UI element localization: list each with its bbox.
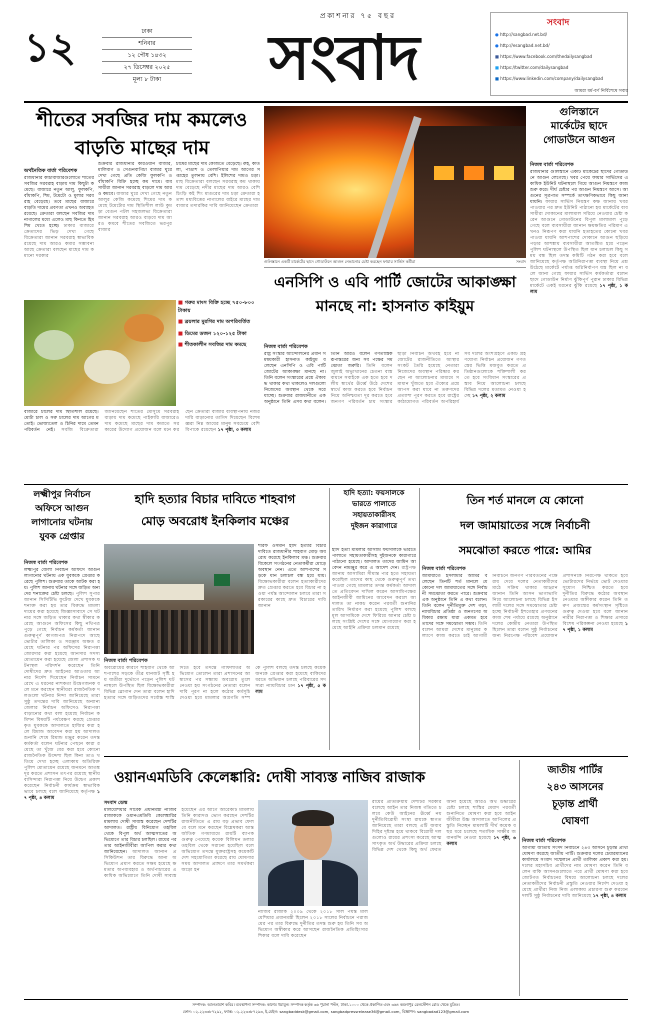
social-link-facebook[interactable] — [495, 51, 625, 62]
social-link-epaper-text: http://esangbad.net.bd/ — [500, 43, 550, 48]
jamaat-headline-line-3: সমঝোতা করতে পারে: আমির — [458, 544, 592, 557]
social-link-twitter[interactable] — [495, 62, 625, 73]
lead-bullet-4-text: শীতকালীন সবজির দাম কমছে — [184, 342, 247, 348]
social-link-web[interactable] — [495, 29, 625, 40]
dateline-box — [102, 26, 192, 86]
hadi-photo-side: শরিফ ওসমান হাদি হত্যার বিচার দাবিতে রাজধানীর শাহবাগ মোড় অবরোধ করেছে ইনকিলাব মঞ্চ। শুক্রবার বিকেলে সংগঠনের নেতাকর্মীরা মোড়ে অবস্থান নেন। এতে আশপাশের সড়কে যান চলাচল বন্ধ হয়ে যায়। বিক্ষোভকারীরা বলেন হত্যাকারীদের দ্রুত গ্রেপ্তার করতে হবে বিচার না হওয়া পর্যন্ত আন্দোলন চলবে তারা সরকারের কাছে দ্রুত বিচারের দাবি জানান — [258, 544, 326, 609]
jatiya-byline: নিজস্ব বার্তা পরিবেশক — [522, 838, 566, 844]
dateline-city: ঢাকা — [102, 26, 192, 38]
jamaat-body: জামায়াতে ইসলামীর আমির বলেছেন তিনটি শর্ত মানলে যে কোনো দল জামায়াতের সঙ্গে নির্বাচনী সমঝোতা করতে পারে। শুক্রবার এক অনুষ্ঠানে তিনি এ কথা বলেন। তিনি বলেন দুর্নীতিমুক্ত দেশ গড়া, ন্যায়বিচার প্রতিষ্ঠা ও জনগণের অধিকার রক্ষায় যারা একমত হবে তাদের সঙ্গে সমঝোতা সম্ভব। তিনি বলেন আমরা দেশের মানুষের কল্যাণে কাজ করতে চাই আগামী নির্বাচনে জনগণ পরিবর্তনের পক্ষে রায় দেবে দলের নেতাকর্মীদের মাঠে সক্রিয় থাকার আহ্বান জানান তিনি আসন ভাগাভাগি নিয়ে আলোচনা চলছে বিভিন্ন ইসলামী দলের সঙ্গে সমঝোতার চেষ্টা হচ্ছে নির্বাচনী ইশতেহার প্রণয়নের কাজ শেষ পর্যায়ে রয়েছে অনুষ্ঠানে দলের কেন্দ্রীয় নেতারা উপস্থিত ছিলেন তারা বলেন সুষ্ঠু নির্বাচনের জন্য নিরপেক্ষ পরিবেশ প্রয়োজন প্রশাসনকে নিরপেক্ষ থাকতে হবে ভোটারদের নির্ভয়ে ভোট দেওয়ার সুযোগ নিশ্চিত করতে হবে দুর্নীতির বিরুদ্ধে কঠোর অবস্থান নেওয়ার অঙ্গীকার করেন তিনি তরুণ প্রজন্মের কর্মসংস্থান সৃষ্টিতে গুরুত্ব দেওয়া হবে বলে জানান নারীর নিরাপত্তা ও শিক্ষার প্রসারে বিশেষ পরিকল্পনা নেওয়া হয়েছে ১৭ পৃষ্ঠা, ১ কলাম — [422, 574, 628, 639]
social-logo: সংবাদ — [547, 18, 570, 28]
dateline-price: মূল্য ৮ টাকা — [132, 76, 162, 83]
social-link-twitter-text: https://twitter.com/dailysangbad — [500, 65, 569, 70]
lead-bullet-2: ■ ব্রয়লার মুরগির দাম অপরিবর্তিত — [178, 319, 251, 325]
jamaat-left-rule — [419, 488, 420, 750]
hadi-continued[interactable]: ১৭ পৃষ্ঠা, ৫ কলাম — [255, 684, 326, 695]
fire-headline-line-3: গোডাউনে আগুন — [543, 135, 615, 146]
lakshmipur-headline-line-4: যুবক গ্রেপ্তার — [39, 532, 85, 542]
fire-headline-line-2: মার্কেটের ছাদে — [550, 121, 608, 132]
social-link-epaper[interactable] — [495, 40, 625, 51]
ncp-body: রাষ্ট্র সংস্কার আন্দোলনের প্রধান সমন্বয়কারী হাসনাত কাইয়ুম বলেছেন এনসিপি ও এবি পার্টি জোটের আকাঙ্ক্ষা মানছে না। তিনি বলেন সংস্কারের প্রশ্নে ঐক্যবদ্ধ থাকার কথা থাকলেও দলগুলো নিজেদের অবস্থান থেকে সরে যাচ্ছে। শুক্রবার রাজধানীতে এক অনুষ্ঠানে তিনি এসব কথা বলেন। তিনি আরও বলেন গণতান্ত্রিক রূপান্তরের জন্য সব পক্ষের সমঝোতা জরুরি। তিনি বলেন জুলাই অভ্যুত্থানের চেতনা বাস্তবায়নে সবাইকে এক হতে হবে দলীয় স্বার্থের ঊর্ধ্বে উঠে দেশের স্বার্থে কাজ করতে হবে নির্বাচন নিয়ে অনিশ্চয়তা দূর করতে হবে জনগণ পরিবর্তন চায় সংস্কার ছাড়া নির্বাচন অর্থবহ হবে না জোটের রাজনীতিতে আস্থার সংকট তৈরি হয়েছে নেতারা নিজেদের অবস্থান পরিষ্কার করছেন না আলোচনার মাধ্যমে সমাধান খুঁজতে হবে ঐক্যের প্রশ্নে আপস করা যাবে না তরুণদের প্রত্যাশা পূরণ করতে হবে রাষ্ট্রের কাঠামোগত পরিবর্তন অপরিহার্য সব দলের অংশগ্রহণে একটি গ্রহণযোগ্য নির্বাচন প্রয়োজন গণতন্ত্রের ভিত্তি মজবুত করতে প্রতিষ্ঠানগুলোকে শক্তিশালী করতে হবে সংবিধান সংস্কারের প্রস্তাব নিয়ে আলোচনা চলছে বিভিন্ন দলের মতামত নেওয়া হচ্ছে ১৭ পৃষ্ঠা, ২ কলাম — [264, 352, 526, 405]
globe-icon: ● — [495, 32, 500, 37]
fire-body-text: রাজধানীর গুলিস্তানে একটি মার্কেটের ছাদের গোডাউনে আগুন লেগেছে। খবর পেয়ে ফায়ার সার্ভিসের একাধিক ইউনিট ঘটনাস্থলে গিয়ে আগুন নিয়ন্ত্রণে কাজ শুরু করে। দীর্ঘ চেষ্টার পর আগুন নিয়ন্ত্রণে আসে। আগুনের সূত্রপাত সম্পর্কে তাৎক্ষণিকভাবে কিছু জানা যায়নি। — [530, 170, 628, 205]
one-mdb-headline: ওয়ানএমডিবি কেলেঙ্কারি: দোষী সাব্যস্ত নাজিব রাজাক — [114, 770, 426, 786]
jamaat-headline-line-1: তিন শর্ত মানলে যে কোনো — [466, 494, 584, 507]
social-links — [495, 29, 625, 84]
photo-shirt — [304, 860, 322, 906]
ncp-body-text: রাষ্ট্র সংস্কার আন্দোলনের প্রধান সমন্বয়কারী হাসনাত কাইয়ুম বলেছেন এনসিপি ও এবি পার্টি জোটের আকাঙ্ক্ষা মানছে না। তিনি বলেন সংস্কারের প্রশ্নে ঐক্যবদ্ধ থাকার কথা থাকলেও দলগুলো নিজেদের অবস্থান থেকে সরে যাচ্ছে। শুক্রবার রাজধানীতে এক অনুষ্ঠানে তিনি এসব কথা বলেন। তিনি আরও বলেন গণতান্ত্রিক রূপান্তরের জন্য সব পক্ষের সমঝোতা জরুরি। — [264, 352, 393, 405]
lead-col-1: রাজধানীর কাঁচাবাজারগুলোতে শীতের সবজির সরবরাহ বাড়ায় দাম কিছুটা কমেছে। বাজারে নতুন আলু, ফুলকপি, বাঁধাকপি, শিম, টমেটো ও মুলার সরবরাহ বেড়েছে। তবে মাছের বাজারে বাড়তি দামের প্রবণতা এখনও অব্যাহত রয়েছে। ক্রেতারা বলছেন সবজির দাম নাগালের মধ্যে এলেও মাছ কিনতে হিমশিম খেতে হচ্ছে। ঢাকার বাজারে ক্রেতাদের ভিড় দেখা গেছে বিক্রেতারা জানান সরবরাহ স্বাভাবিক রয়েছে দাম আরও কমার সম্ভাবনা আছে ক্রেতারা বলছেন মাছের দাম কমানো দরকার — [24, 176, 94, 259]
footer-rule — [24, 999, 628, 1000]
facebook-icon: ■ — [495, 54, 501, 59]
lakshmipur-continued[interactable]: ১৭ পৃষ্ঠা, ৪ কলাম — [24, 790, 100, 801]
photo-produce-3 — [124, 314, 164, 342]
hadi-byline: নিজস্ব বার্তা পরিবেশক — [104, 658, 148, 664]
hadi-headline-line-1: হাদি হত্যার বিচার দাবিতে শাহবাগ — [134, 492, 296, 506]
photo-window-glow-1 — [434, 166, 454, 180]
lead-bullet-2-text: ব্রয়লার মুরগির দাম অপরিবর্তিত — [184, 319, 251, 325]
lead-continued[interactable]: ১৭ পৃষ্ঠা, ৩ কলাম — [217, 428, 252, 433]
hadi-side-headline-line-3: সহায়তাকারীসহ — [352, 511, 396, 519]
logo[interactable]: সংবাদ — [269, 21, 419, 94]
footer-line-2: ফোন: ০২-২২৩৩৮৭২৯২, ফ্যাক্স: ০২-২২৩৩৮৭২৯৩, ই-মেইল: sangbaddesk@gmail.com, sangbadpressrelease36@gmail.com, বিজ্ঞাপন: sangbadad123@gmail.com — [182, 1009, 470, 1014]
lead-bullet-4: ■ শীতকালীন সবজির দাম কমছে — [178, 342, 247, 348]
vegetable-market-photo — [24, 300, 176, 406]
lead-col-3: চাষের মাছের দাম কেজিতে বেড়েছে। রুই, কাতলা, পাঙাশ ও তেলাপিয়ার দাম আগের সপ্তাহের তুলনায় বেশি। ইলিশের দামও চড়া। মাছ বিক্রেতারা বলছেন সরবরাহ কম থাকায় দাম বেড়েছে নদীর মাছের দাম আরও বেশি চিংড়ি কই শিং মাগুরের দাম চড়া ক্রেতারা হতাশ মধ্যবিত্তের নাগালের বাইরে মাছের দাম বাজার তদারকির দাবি জানিয়েছেন ক্রেতারা — [176, 162, 260, 209]
lead-below-text: বাজারে চালের দাম স্থিতিশীল রয়েছে। মোটা চাল ও সরু চালের দাম আগের মতোই। ভোজ্যতেল ও চিনির দামে তেমন পরিবর্তন নেই। — [24, 410, 99, 433]
photo-hair — [292, 810, 334, 826]
hadi-headline-line-2: মোড় অবরোধ ইনকিলাব মঞ্চের — [141, 514, 289, 528]
fire-byline: নিজস্ব বার্তা পরিবেশক — [530, 162, 574, 168]
ncp-headline-line-2: মানছে না: হাসনাত কাইয়ুম — [315, 297, 475, 315]
lead-col-1-text: রাজধানীর কাঁচাবাজারগুলোতে শীতের সবজির সরবরাহ বাড়ায় দাম কিছুটা কমেছে। বাজারে নতুন আলু, ফুলকপি, বাঁধাকপি, শিম, টমেটো ও মুলার সরবরাহ বেড়েছে। তবে মাছের বাজারে বাড়তি দামের প্রবণতা এখনও অব্যাহত রয়েছে। ক্রেতারা বলছেন সবজির দাম নাগালের মধ্যে এলেও মাছ কিনতে হিমশিম খেতে হচ্ছে। — [24, 176, 94, 229]
lead-bullet-3-text: ডিমের ডজন ১২০-১২৫ টাকা — [184, 330, 247, 337]
lead-bullet-3: ■ ডিমের ডজন ১২০-১২৫ টাকা — [178, 330, 247, 337]
jamaat-continued[interactable]: ১৭ পৃষ্ঠা, ১ কলাম — [562, 622, 628, 633]
jamaat-byline: নিজস্ব বার্তা পরিবেশক — [422, 566, 466, 572]
najib-razak-photo — [258, 800, 368, 906]
dateline-bangla-date: ১২ পৌষ ১৪৩২ — [102, 50, 192, 62]
hadi-side-body: হাদি হত্যা মামলার আসামি ফয়সালকে ভারতে পালাতে সহায়তাকারীসহ দুইজনকে কারাগারে পাঠানো হয়েছে। আদালত তাদের জামিন আবেদন নামঞ্জুর করে এ আদেশ দেন। রাষ্ট্রপক্ষ জানায় আসামিরা সীমান্ত পার হতে সহায়তা করেছিল তাদের কাছ থেকে গুরুত্বপূর্ণ তথ্য পাওয়া গেছে মামলার তদন্ত কর্মকর্তা আদালতে প্রতিবেদন দাখিল করেন আসামিপক্ষের আইনজীবী জামিনের আবেদন করলে আদালত তা নাকচ করেন পরবর্তী শুনানির তারিখ নির্ধারণ করা হয়েছে পুলিশ বলছে মূল আসামিকে দেশে ফিরিয়ে আনার চেষ্টা চলছে সংশ্লিষ্ট দেশের সঙ্গে যোগাযোগ করা হয়েছে আইনি প্রক্রিয়া চলমান রয়েছে — [332, 548, 416, 631]
footer — [24, 1001, 628, 1018]
photo-produce-1 — [34, 330, 74, 360]
jatiya-continued[interactable]: ১৭ পৃষ্ঠা, ৪ কলাম — [592, 894, 627, 899]
one-mdb-photo-below: নাজিব রাজাক ২০০৯ থেকে ২০১৮ সাল পর্যন্ত মালয়েশিয়ার প্রধানমন্ত্রী ছিলেন ২০১৮ সালের নির্বাচনে পরাজয়ের পর তার বিরুদ্ধে দুর্নীতির তদন্ত শুরু হয় তিনি সব অভিযোগ অস্বীকার করে আসছেন রাজনৈতিক প্রতিহিংসার শিকার বলে দাবি করেছেন — [258, 910, 368, 939]
dateline-english-date: ২৭ ডিসেম্বর ২০২৫ — [102, 62, 192, 74]
one-mdb-byline: সংবাদ ডেস্ক — [104, 800, 128, 806]
hadi-headline — [104, 488, 326, 542]
jamaat-body-text: জামায়াতে ইসলামীর আমির বলেছেন তিনটি শর্ত মানলে যে কোনো দল জামায়াতের সঙ্গে নির্বাচনী সমঝোতা করতে পারে। শুক্রবার এক অনুষ্ঠানে তিনি এ কথা বলেন। তিনি বলেন দুর্নীতিমুক্ত দেশ গড়া, ন্যায়বিচার প্রতিষ্ঠা ও জনগণের অধিকার রক্ষায় যারা একমত হবে তাদের সঙ্গে সমঝোতা সম্ভব। — [422, 574, 488, 627]
lead-bullet-1: ■ গরুর মাংস বিক্রি হচ্ছে ৭৫০-৮০০ টাকায় — [178, 300, 255, 314]
ncp-continued[interactable]: ১৭ পৃষ্ঠা, ২ কলাম — [472, 394, 506, 399]
linkedin-icon: ■ — [495, 76, 501, 81]
social-box — [490, 12, 628, 96]
lead-headline-line-2: বাড়তি মাছের দাম — [74, 137, 210, 159]
photo-produce-2 — [84, 350, 130, 384]
jatiya-headline-line-3: চূড়ান্ত প্রার্থী — [552, 799, 598, 810]
hadi-side-headline-line-2: ভারতে পালাতে — [352, 500, 396, 508]
lead-bullet-1-text: গরুর মাংস বিক্রি হচ্ছে ৭৫০-৮০০ টাকায় — [178, 300, 255, 314]
fire-photo — [264, 106, 526, 258]
photo-crowd-1 — [104, 610, 254, 654]
fire-photo-caption: গুলিস্তানে একটি মার্কেটের ছাদে গোডাউনে আগুন নেভানোর চেষ্টা করছেন ফায়ার সার্ভিস কর্মীরা — [264, 259, 416, 264]
dateline-weekday: শনিবার — [102, 38, 192, 50]
lakshmipur-headline-line-1: লক্ষ্মীপুর নির্বাচন — [33, 490, 91, 500]
lakshmipur-byline: নিজস্ব বার্তা পরিবেশক — [24, 560, 68, 566]
social-link-linkedin[interactable] — [495, 73, 625, 84]
hadi-side-headline-line-4: দুইজন কারাগারে — [350, 522, 398, 530]
ncp-headline-line-1: এনসিপি ও এবি পার্টি জোটের আকাঙ্ক্ষা — [274, 273, 516, 291]
motto: আমরা ধর্ম-বর্ণ নির্বিশেষে সবার — [574, 89, 628, 94]
jatiya-body-text: আগামী জাতীয় সংসদ নির্বাচনে ২৪৩ আসনে চূড়ান্ত প্রার্থী ঘোষণা করেছে জাতীয় পার্টি। শুক্রবার দলের চেয়ারম্যানের কার্যালয়ে সংবাদ সম্মেলনে প্রার্থী তালিকা প্রকাশ করা হয়। — [522, 846, 628, 863]
fire-continued[interactable]: ১৭ পৃষ্ঠা, ১ কলাম — [530, 284, 628, 295]
jamaat-headline-line-2: দল জামায়াতের সঙ্গে নির্বাচনী — [460, 519, 590, 532]
one-mdb-continued[interactable]: ১৭ পৃষ্ঠা, ৬ কলাম — [446, 836, 516, 847]
one-mdb-body-text: মালয়েশিয়ার সাবেক প্রধানমন্ত্রী নাজিব রাজাককে ওয়ানএমডিবি কেলেঙ্কারির মামলায় দোষী সাব্যস্ত করেছেন দেশটির আদালত। রাষ্ট্রীয় বিনিয়োগ তহবিল থেকে বিপুল অর্থ আত্মসাতের অভিযোগে তার বিচার চলছিল। রায়ের পর তার আইনজীবীরা আপিল করার কথা জানিয়েছেন। — [104, 808, 177, 855]
photo-building — [414, 126, 526, 258]
photo-banner — [134, 584, 204, 600]
hadi-side-headline — [332, 488, 416, 546]
hadi-side-body-text: হাদি হত্যা মামলার আসামি ফয়সালকে ভারতে পালাতে সহায়তাকারীসহ দুইজনকে কারাগারে পাঠানো হয়েছে। আদালত তাদের জামিন আবেদন নামঞ্জুর করে এ আদেশ দেন। — [332, 548, 416, 571]
hadi-side-headline-line-1: হাদি হত্যা: ফয়সালকে — [343, 489, 405, 497]
jatiya-headline-line-1: জাতীয় পার্টির — [547, 765, 603, 776]
photo-window-glow-2 — [464, 166, 484, 180]
lakshmipur-body: লক্ষ্মীপুর জেলা নির্বাচন অফিসে আগুন লাগানোর ঘটনায় এক যুবককে গ্রেপ্তার করেছে পুলিশ। শুক্রবার তাকে আটক করা হয়। পুলিশ জানায় ঘটনার সঙ্গে জড়িত অন্যদের শনাক্তের চেষ্টা চলছে। পুলিশ সুপার জানান সিসিটিভি ফুটেজ দেখে যুবককে শনাক্ত করা হয় তার বিরুদ্ধে মামলা দায়ের করা হয়েছে জিজ্ঞাসাবাদে সে ঘটনার সঙ্গে জড়িত থাকার কথা স্বীকার করেছে আগুনে অফিসের কিছু নথিপত্র পুড়ে গেছে নির্বাচন কর্মকর্তা জানান গুরুত্বপূর্ণ কাগজপত্র নিরাপদে আছে ভোটার তালিকা ও সরঞ্জাম অক্ষত রয়েছে ঘটনার পর অফিসের নিরাপত্তা জোরদার করা হয়েছে আনসার সদস্য মোতায়েন করা হয়েছে জেলা প্রশাসক ঘটনাস্থল পরিদর্শন করেছেন তিনি দোষীদের দ্রুত আইনের আওতায় আনার নির্দেশ দিয়েছেন নির্বাচন সামনে রেখে এ ধরনের নাশকতা উদ্বেগজনক বলে মনে করছেন স্থানীয়রা রাজনৈতিক দলগুলো ঘটনার নিন্দা জানিয়েছে তারা সুষ্ঠু তদন্তের দাবি জানিয়েছে অন্যান্য জেলার নির্বাচন অফিসেও নিরাপত্তা বাড়ানোর কথা বলা হয়েছে নির্বাচন কমিশন বিষয়টি পর্যবেক্ষণ করছে গ্রেপ্তারকৃত যুবককে আদালতে হাজির করা হলে রিমান্ড আবেদন করা হয় আদালত শুনানি শেষে রিমান্ড মঞ্জুর করেন তদন্ত কর্মকর্তা বলেন ঘটনার পেছনে কারা রয়েছে তা খুঁজে বের করা হবে কোনো রাজনৈতিক উদ্দেশ্য ছিল কিনা তাও খতিয়ে দেখা হচ্ছে এলাকায় অতিরিক্ত পুলিশ মোতায়েন রয়েছে জনমনে আতঙ্ক দূর করতে প্রশাসন তৎপর রয়েছে স্থানীয় বাসিন্দারা নিরাপত্তা নিয়ে উদ্বেগ প্রকাশ করেছেন নির্বাচনী কার্যক্রম স্বাভাবিকভাবে চলছে বলে জানিয়েছে কর্তৃপক্ষ ১৭ পৃষ্ঠা, ৪ কলাম — [24, 568, 100, 801]
lakshmipur-headline-line-3: লাগানোর ঘটনায় — [31, 518, 93, 528]
fire-headline — [530, 106, 628, 160]
lead-col-3-text: চাষের মাছের দাম কেজিতে বেড়েছে। রুই, কাতলা, পাঙাশ ও তেলাপিয়ার দাম আগের সপ্তাহের তুলনায় বেশি। ইলিশের দামও চড়া। — [176, 162, 260, 179]
lead-below: বাজারে চালের দাম স্থিতিশীল রয়েছে। মোটা চাল ও সরু চালের দাম আগের মতোই। ভোজ্যতেল ও চিনির দামে তেমন পরিবর্তন নেই। সবজি বিক্রেতারা জানিয়েছেন শীতের মৌসুমে সরবরাহ বাড়ায় দাম কমেছে পাইকারি বাজারেও দাম কমেছে মাছের দাম কমাতে সরকারের উদ্যোগ প্রয়োজন বলে মনে করছেন ক্রেতারা বাজার ব্যবস্থাপনায় নজরদারি বাড়ানোর তাগিদ দিয়েছেন বিশেষজ্ঞরা নিম্ন আয়ের মানুষ সবচেয়ে বেশি বিপাকে রয়েছেন ১৭ পৃষ্ঠা, ৩ কলাম — [24, 410, 260, 433]
masthead-rule — [24, 101, 628, 103]
one-mdb-col-1: মালয়েশিয়ার সাবেক প্রধানমন্ত্রী নাজিব রাজাককে ওয়ানএমডিবি কেলেঙ্কারির মামলায় দোষী সাব্যস্ত করেছেন দেশটির আদালত। রাষ্ট্রীয় বিনিয়োগ তহবিল থেকে বিপুল অর্থ আত্মসাতের অভিযোগে তার বিচার চলছিল। রায়ের পর তার আইনজীবীরা আপিল করার কথা জানিয়েছেন। আদালত জানান প্রসিকিউশন তার বিরুদ্ধে আনা অভিযোগ প্রমাণ করতে সক্ষম হয়েছে ক্ষমতার অপব্যবহার ও অর্থপাচারের একাধিক অভিযোগে তিনি দোষী সাব্যস্ত হয়েছেন এর আগে আরেকটি মামলায় তিনি কারাদণ্ড ভোগ করছেন দেশটির রাজনীতিতে এ রায় বড় প্রভাব ফেলবে বলে মনে করছেন বিশ্লেষকরা আন্তর্জাতিক গণমাধ্যমে রায়টি ব্যাপক গুরুত্ব পেয়েছে কয়েক বিলিয়ন ডলার তহবিল থেকে সরানো হয়েছিল বলে অভিযোগ তদন্তে যুক্তরাষ্ট্রসহ কয়েকটি দেশ সহযোগিতা করেছে রায় ঘোষণার সময় আদালত প্রাঙ্গণে তার সমর্থকরা জড়ো হন — [104, 808, 254, 879]
lead-col-2-text: শুক্রবার রাজধানীর কারওয়ান বাজার, মালিবাগ ও সেগুনবাগিচা বাজার ঘুরে দেখা গেছে প্রতি কেজি ফুলকপি ও বাঁধাকপি বিক্রি হচ্ছে কম দামে। ব্যবসায়ীরা জানান সরবরাহ বাড়লে দাম আরও কমবে। — [98, 162, 172, 197]
tagline-text: প্রকাশনার ৭৫ বছর — [320, 12, 396, 20]
lead-bullets — [178, 300, 260, 406]
lakshmipur-body-text: লক্ষ্মীপুর জেলা নির্বাচন অফিসে আগুন লাগানোর ঘটনায় এক যুবককে গ্রেপ্তার করেছে পুলিশ। শুক্রবার তাকে আটক করা হয়। পুলিশ জানায় ঘটনার সঙ্গে জড়িত অন্যদের শনাক্তের চেষ্টা চলছে। — [24, 568, 100, 597]
masthead — [24, 8, 628, 100]
mid-rule — [24, 484, 628, 485]
hadi-side-left-rule — [329, 488, 330, 750]
lower-rule — [104, 756, 628, 757]
jatiya-headline — [522, 762, 628, 834]
hadi-body-text: শরিফ ওসমান হাদি হত্যার বিচার দাবিতে রাজধানীর শাহবাগ মোড় অবরোধ করেছে ইনকিলাব মঞ্চ। শুক্রবার বিকেলে সংগঠনের নেতাকর্মীরা মোড়ে অবস্থান নেন। এতে আশপাশের সড়কে যান চলাচল বন্ধ হয়ে যায়। — [258, 544, 326, 579]
lakshmipur-headline — [24, 488, 100, 556]
fire-headline-line-1: গুলিস্তানে — [559, 107, 599, 118]
jatiya-headline-line-2: ২৪৩ আসনের — [546, 782, 604, 793]
footer-line-1: সম্পাদক: আলতামাশ কবির। ব্যবস্থাপনা সম্পাদক: কাশেম হুমায়ুন। সম্পাদক কর্তৃক ৩৬ পুরানা পল্টন, ঢাকা-১০০০ থেকে প্রকাশিত এবং ৩৬৪ কমলাপুর রেলস্টেশন রোড থেকে মুদ্রিত। — [192, 1002, 460, 1007]
lead-headline — [24, 106, 260, 164]
lead-byline: অর্থনৈতিক বার্তা পরিবেশক — [24, 168, 78, 174]
shahbag-protest-photo — [104, 544, 254, 654]
photo-window-glow-3 — [494, 166, 514, 180]
lead-headline-line-1: শীতের সবজির দাম কমলেও — [36, 109, 248, 131]
jatiya-body: আগামী জাতীয় সংসদ নির্বাচনে ২৪৩ আসনে চূড়ান্ত প্রার্থী ঘোষণা করেছে জাতীয় পার্টি। শুক্রবার দলের চেয়ারম্যানের কার্যালয়ে সংবাদ সম্মেলনে প্রার্থী তালিকা প্রকাশ করা হয়। দলের মহাসচিব প্রার্থীদের নাম ঘোষণা করেন তিনি বলেন বাকি আসনগুলোতে পরে প্রার্থী ঘোষণা করা হবে জোটগত নির্বাচনের বিষয়ে আলোচনা চলছে দলের নেতাকর্মীদের নির্বাচনী প্রস্তুতি নেওয়ার নির্দেশ দেওয়া হয়েছে প্রার্থীরা নিজ নিজ এলাকায় প্রচারণা শুরু করবেন দলটি সুষ্ঠু নির্বাচনের দাবি জানিয়েছে ১৭ পৃষ্ঠা, ৪ কলাম — [522, 846, 628, 899]
social-link-web-text: http://sangbad.net.bd/ — [500, 32, 548, 37]
jatiya-headline-line-4: ঘোষণা — [561, 816, 589, 827]
one-mdb-col-3: রায়ের প্রতিক্রিয়ায় দেশটির সরকার বলেছে আইন তার নিজস্ব গতিতে চলবে কেউ আইনের ঊর্ধ্বে নয় দুর্নীতিবিরোধী সংস্থা রায়কে স্বাগত জানিয়েছে তারা বলছে এটি জবাবদিহির দৃষ্টান্ত হয়ে থাকবে বিরোধী দলগুলোও রায়ের প্রশংসা করেছে আত্মসাৎকৃত অর্থ উদ্ধারের প্রক্রিয়া চলছে বিভিন্ন দেশ থেকে কিছু অর্থ ফেরত আনা হয়েছে আরও অর্থ উদ্ধারের চেষ্টা চলছে শাস্তির মেয়াদ পরবর্তী শুনানিতে ঘোষণা করা হবে আইনজীবীরা উচ্চ আদালতে আপিলের প্রস্তুতি নিচ্ছেন মামলাটি দীর্ঘ কয়েক বছর ধরে চলেছে শতাধিক সাক্ষীর জবানবন্দি নেওয়া হয়েছে ১৭ পৃষ্ঠা, ৬ কলাম — [372, 800, 516, 853]
social-link-facebook-text: https://www.facebook.com/thedailysangbad — [500, 54, 593, 59]
globe-icon: ● — [495, 43, 500, 48]
lakshmipur-headline-line-2: অফিসে আগুন — [35, 504, 89, 514]
twitter-icon: ■ — [495, 65, 501, 70]
page-number: ১২ — [24, 25, 76, 71]
fire-photo-credit: সংবাদ — [516, 259, 526, 264]
ncp-top-rule — [264, 267, 526, 268]
photo-flag — [214, 574, 230, 586]
fire-body: রাজধানীর গুলিস্তানে একটি মার্কেটের ছাদের গোডাউনে আগুন লেগেছে। খবর পেয়ে ফায়ার সার্ভিসের একাধিক ইউনিট ঘটনাস্থলে গিয়ে আগুন নিয়ন্ত্রণে কাজ শুরু করে। দীর্ঘ চেষ্টার পর আগুন নিয়ন্ত্রণে আসে। আগুনের সূত্রপাত সম্পর্কে তাৎক্ষণিকভাবে কিছু জানা যায়নি। ফায়ার সার্ভিস নিয়ন্ত্রণ কক্ষ জানায় খবর পাওয়ার পর দ্রুত ইউনিট পাঠানো হয় মার্কেটের ব্যবসায়ীরা দোকানের মালামাল সরিয়ে নেওয়ার চেষ্টা করেন আগুনে গোডাউনের বিপুল মালামাল পুড়ে গেছে বলে ব্যবসায়ীরা জানান ক্ষয়ক্ষতির পরিমাণ এখনও নিরূপণ করা যায়নি হতাহতের কোনো খবর পাওয়া যায়নি আশপাশের দোকানে আগুন ছড়িয়ে পড়ার আশঙ্কায় ব্যবসায়ীরা আতঙ্কিত হয়ে পড়েন পুলিশ ঘটনাস্থলে উপস্থিত ছিল যান চলাচল কিছু সময় বন্ধ ছিল তদন্ত কমিটি গঠন করা হবে বলে জানিয়েছে কর্তৃপক্ষ অগ্নিনিরাপত্তা ব্যবস্থা নিয়ে প্রশ্ন উঠেছে মার্কেটে পর্যাপ্ত অগ্নিনির্বাপণ যন্ত্র ছিল না বলে জানা গেছে ফায়ার সার্ভিস কর্মকর্তারা বলেন ছাদে গোডাউন নির্মাণ ঝুঁকিপূর্ণ পুরান ঢাকার বিভিন্ন মার্কেটে একই ধরনের ঝুঁকি রয়েছে ১৭ পৃষ্ঠা, ১ কলাম — [530, 170, 628, 295]
ncp-headline — [264, 270, 526, 342]
jatiya-left-rule — [519, 760, 520, 996]
lead-col-2: শুক্রবার রাজধানীর কারওয়ান বাজার, মালিবাগ ও সেগুনবাগিচা বাজার ঘুরে দেখা গেছে প্রতি কেজি ফুলকপি ও বাঁধাকপি বিক্রি হচ্ছে কম দামে। ব্যবসায়ীরা জানান সরবরাহ বাড়লে দাম আরও কমবে। বাজার ঘুরে দেখা গেছে নতুন আলুর কেজি কমেছে শিমের দাম কমেছে টমেটোর দাম স্থিতিশীল লাউ কুমড়া বেগুন পটল সহজলভ্য বিক্রেতারা জানান সরবরাহ আরও বাড়বে দাম আরও কমবে শীতের সবজিতে ভরপুর বাজার — [98, 162, 172, 233]
ncp-byline: নিজস্ব বার্তা পরিবেশক — [264, 344, 308, 350]
jamaat-headline — [422, 488, 628, 564]
social-link-linkedin-text: https://www.linkedin.com/company/dailysangbad — [500, 76, 604, 81]
hadi-body: অবরোধের কারণে শাহবাগ থেকে আশপাশের সড়কে তীব্র যানজট সৃষ্টি হয় যাত্রীরা দুর্ভোগে পড়েন পুলিশ ঘটনাস্থলে উপস্থিত ছিল বিক্ষোভকারীরা বিভিন্ন স্লোগান দেন তারা বলেন হাদি হত্যার সঙ্গে জড়িতদের সর্বোচ্চ শাস্তি দিতে হবে তদন্তে গাফিলতির অভিযোগ তোলেন তারা প্রশাসনের আশ্বাসের পর সন্ধ্যায় অবরোধ তুলে নেওয়া হয় সংগঠনের নেতারা বলেন দাবি পূরণ না হলে কঠোর কর্মসূচি দেওয়া হবে মামলার অগ্রগতি সম্পর্কে পুলিশ বলছে তদন্ত চলছে কয়েকজনকে গ্রেপ্তার করা হয়েছে বাকিদের ধরতে অভিযান চলছে পরিবারের সদস্যরা ন্যায়বিচার চান ১৭ পৃষ্ঠা, ৫ কলাম — [104, 666, 326, 701]
